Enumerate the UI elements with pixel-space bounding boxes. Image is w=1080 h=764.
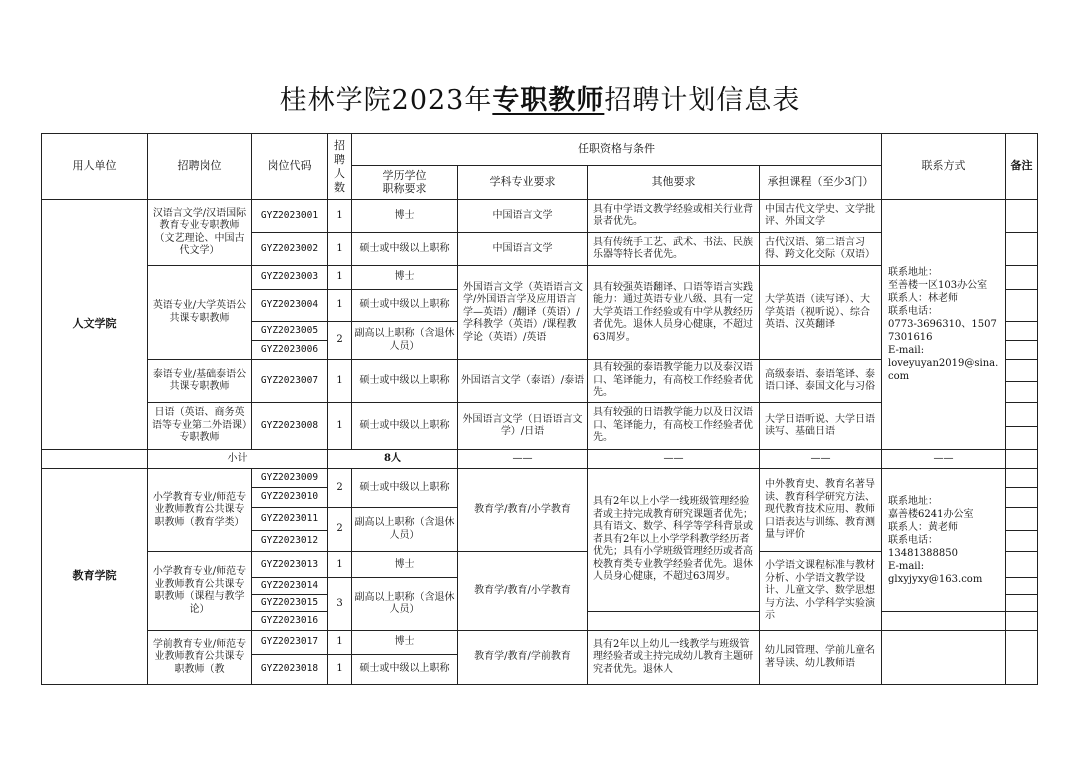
count-cell: 2 (328, 321, 352, 359)
other-cell: 具有较强英语翻译、口语等语言实践能力：通过英语专业八级、具有一定大学英语工作经验或有中学从教经历者优先。退休人员身心健康，不超过63周岁。 (588, 266, 760, 360)
header-contact: 联系方式 (882, 134, 1006, 200)
count-cell: 1 (328, 233, 352, 266)
degree-cell: 博士 (352, 200, 458, 233)
degree-cell: 硕士或中级以上职称 (352, 469, 458, 507)
subtotal-dash: —— (458, 449, 588, 468)
code-cell: GYZ2023011 (252, 507, 328, 530)
major-cell: 中国语言文学 (458, 200, 588, 233)
other-cell: 具有中学语文教学经验或相关行业背景者优先。 (588, 200, 760, 233)
remark-cell (1006, 469, 1038, 488)
header-qualification: 任职资格与条件 (352, 134, 882, 166)
count-cell: 2 (328, 507, 352, 552)
count-cell: 1 (328, 403, 352, 450)
subtotal-label: 小计 (148, 449, 328, 468)
remark-cell (1006, 266, 1038, 289)
other-cell: 具有2年以上小学一线班级管理经验者或主持完成教育研究课题者优先；具有语文、数学、科学等学科背景或者具有2年以上小学学科教学经历者优先；具有小学班级管理经历或者高校教育类专业教学经验者优先。退休人员身心健康，不超过63周岁。 (588, 469, 760, 612)
unit-education: 教育学院 (42, 469, 148, 685)
code-cell: GYZ2023013 (252, 552, 328, 578)
count-cell: 1 (328, 360, 352, 403)
contact-humanities: 联系地址： 至善楼一区103办公室 联系人：林老师 联系电话： 0773-3696310、15077301616 E-mail: loveyuyan2019@sina.com (882, 200, 1006, 450)
remark-cell (1006, 200, 1038, 233)
remark-cell (1006, 507, 1038, 530)
header-major: 学科专业要求 (458, 166, 588, 200)
count-cell: 1 (328, 631, 352, 654)
remark-cell (1006, 381, 1038, 402)
code-cell: GYZ2023018 (252, 654, 328, 684)
degree-cell: 副高以上职称（含退休人员） (352, 578, 458, 631)
count-cell: 1 (328, 266, 352, 289)
subtotal-dash: —— (882, 449, 1006, 468)
degree-cell: 硕士或中级以上职称 (352, 360, 458, 403)
count-cell: 1 (328, 552, 352, 578)
page-title: 桂林学院2023年专职教师招聘计划信息表 (279, 85, 801, 116)
major-cell: 教育学/教育/小学教育 (458, 552, 588, 631)
count-cell: 1 (328, 654, 352, 684)
header-position: 招聘岗位 (148, 134, 252, 200)
contact-cell (882, 631, 1006, 685)
remark-cell (1006, 426, 1038, 449)
count-cell: 1 (328, 200, 352, 233)
header-degree: 学历学位 职称要求 (352, 166, 458, 200)
position-cell: 英语专业/大学英语公共课专职教师 (148, 266, 252, 360)
course-cell: 大学英语（读写译）、大学英语（视听说）、综合英语、汉英翻译 (760, 266, 882, 360)
course-cell: 大学日语听说、大学日语读写、基础日语 (760, 403, 882, 450)
header-unit: 用人单位 (42, 134, 148, 200)
course-cell: 中国古代文学史、文学批评、外国文学 (760, 200, 882, 233)
remark-cell (1006, 612, 1038, 631)
count-cell: 3 (328, 578, 352, 631)
other-cell (588, 612, 760, 631)
code-cell: GYZ2023014 (252, 578, 328, 595)
degree-cell: 博士 (352, 631, 458, 654)
course-cell: 中外教育史、教育名著导读、教育科学研究方法、现代教育技术应用、教师口语表达与训练、教育测量与评价 (760, 469, 882, 552)
code-cell: GYZ2023002 (252, 233, 328, 266)
other-cell: 具有传统手工艺、武术、书法、民族乐器等特长者优先。 (588, 233, 760, 266)
degree-cell: 副高以上职称（含退休人员） (352, 321, 458, 359)
code-cell: GYZ2023009 (252, 469, 328, 488)
degree-cell: 硕士或中级以上职称 (352, 403, 458, 450)
header-remark: 备注 (1006, 134, 1038, 200)
remark-cell (1006, 552, 1038, 578)
code-cell: GYZ2023016 (252, 612, 328, 631)
major-cell: 教育学/教育/小学教育 (458, 469, 588, 552)
subtotal-count: 8人 (328, 449, 458, 468)
code-cell: GYZ2023015 (252, 595, 328, 612)
count-cell: 2 (328, 469, 352, 507)
major-cell: 外国语言文学（英语语言文学/外国语言学及应用语言学—英语）/翻译（英语）/学科教学（英语）/课程教学论（英语）/英语 (458, 266, 588, 360)
remark-cell (1006, 595, 1038, 612)
code-cell: GYZ2023010 (252, 488, 328, 507)
major-cell: 教育学/教育/学前教育 (458, 631, 588, 685)
code-cell: GYZ2023005 (252, 321, 328, 340)
course-cell: 幼儿园管理、学前儿童名著导读、幼儿教师语 (760, 631, 882, 685)
count-cell: 1 (328, 289, 352, 321)
remark-cell (1006, 341, 1038, 360)
subtotal-dash: —— (588, 449, 760, 468)
degree-cell: 硕士或中级以上职称 (352, 233, 458, 266)
contact-cell (882, 612, 1006, 631)
position-cell: 学前教育专业/师范专业教师教育公共课专职教师（教 (148, 631, 252, 685)
code-cell: GYZ2023017 (252, 631, 328, 654)
degree-cell: 副高以上职称（含退休人员） (352, 507, 458, 552)
remark-cell (1006, 488, 1038, 507)
course-cell: 小学语文课程标准与教材分析、小学语文教学设计、儿童文学、数学思想与方法、小学科学实验演示 (760, 552, 882, 631)
position-cell: 日语（英语、商务英语等专业第二外语课）专职教师 (148, 403, 252, 450)
other-cell: 具有较强的日语教学能力以及日汉语口、笔译能力，有高校工作经验者优先。 (588, 403, 760, 450)
contact-education: 联系地址： 嘉善楼6241办公室 联系人：黄老师 联系电话： 13481388850 E-mail: glxyjyxy@163.com (882, 469, 1006, 612)
remark-cell (1006, 449, 1038, 468)
code-cell: GYZ2023004 (252, 289, 328, 321)
course-cell: 古代汉语、第二语言习得、跨文化交际（双语） (760, 233, 882, 266)
code-cell: GYZ2023008 (252, 403, 328, 450)
degree-cell: 博士 (352, 552, 458, 578)
other-cell: 具有2年以上幼儿一线教学与班级管理经验者或主持完成幼儿教育主题研究者优先。退休人 (588, 631, 760, 685)
code-cell: GYZ2023012 (252, 531, 328, 552)
code-cell: GYZ2023001 (252, 200, 328, 233)
degree-cell: 博士 (352, 266, 458, 289)
header-code: 岗位代码 (252, 134, 328, 200)
major-cell: 外国语言文学（日语语言文学）/日语 (458, 403, 588, 450)
remark-cell (1006, 631, 1038, 685)
position-cell: 小学教育专业/师范专业教师教育公共课专职教师（课程与教学论） (148, 552, 252, 631)
header-count: 招聘人数 (328, 134, 352, 200)
header-other: 其他要求 (588, 166, 760, 200)
remark-cell (1006, 233, 1038, 266)
position-cell: 小学教育专业/师范专业教师教育公共课专职教师（教育学类） (148, 469, 252, 552)
code-cell: GYZ2023006 (252, 341, 328, 360)
degree-cell: 硕士或中级以上职称 (352, 654, 458, 684)
title-emphasis: 专职教师 (492, 85, 605, 116)
remark-cell (1006, 321, 1038, 340)
subtotal-dash: —— (760, 449, 882, 468)
remark-cell (1006, 289, 1038, 321)
recruitment-table (41, 133, 1038, 685)
unit-humanities: 人文学院 (42, 200, 148, 450)
remark-cell (1006, 360, 1038, 381)
position-cell: 汉语言文学/汉语国际教育专业专职教师（文艺理论、中国古代文学） (148, 200, 252, 266)
header-courses: 承担课程（至少3门） (760, 166, 882, 200)
degree-cell: 硕士或中级以上职称 (352, 289, 458, 321)
remark-cell (1006, 403, 1038, 426)
remark-cell (1006, 531, 1038, 552)
remark-cell (1006, 578, 1038, 595)
major-cell: 中国语言文学 (458, 233, 588, 266)
other-cell: 具有较强的泰语教学能力以及泰汉语口、笔译能力，有高校工作经验者优先。 (588, 360, 760, 403)
course-cell: 高级泰语、泰语笔译、泰语口译、泰国文化与习俗 (760, 360, 882, 403)
position-cell: 泰语专业/基础泰语公共课专职教师 (148, 360, 252, 403)
code-cell: GYZ2023007 (252, 360, 328, 403)
major-cell: 外国语言文学（泰语）/泰语 (458, 360, 588, 403)
subtotal-unit (42, 449, 148, 468)
code-cell: GYZ2023003 (252, 266, 328, 289)
